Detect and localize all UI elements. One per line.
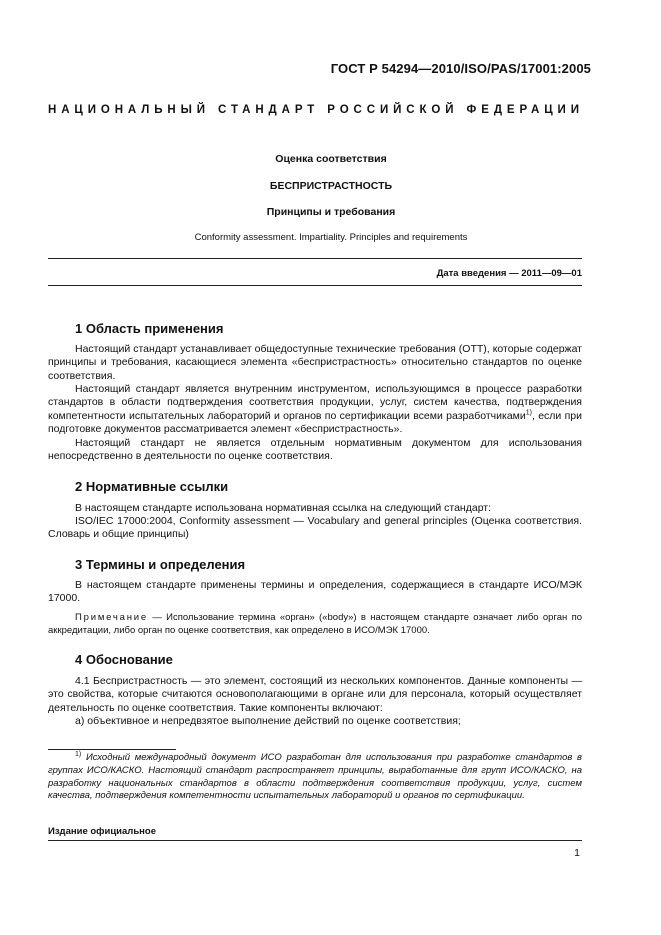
note-text: — Использование термина «орган» («body») в настоящем стандарте означает либо орган по аккредитации, либо орган по оценке соответствия, как определено в ИСО/МЭК 17000. <box>48 612 582 636</box>
section-3-heading: 3 Термины и определения <box>75 557 246 572</box>
section-1-paragraph-1: Настоящий стандарт устанавливает общедоступные технические требования (ОТТ), которые содержат принципы и требования, касающиеся элемента «беспристрастность» относительно стандартов по оценке соответствия. <box>48 343 582 382</box>
section-3-note <box>48 611 582 637</box>
footnote-divider <box>48 749 176 750</box>
title-divider <box>48 258 582 259</box>
title-line-1: Оценка соответствия <box>275 153 387 165</box>
section-2-paragraph-2: ISO/IEC 17000:2004, Conformity assessment — Vocabulary and general principles (Оценка соответствия. Словарь и общие принципы) <box>48 515 582 541</box>
section-1-paragraph-2 <box>48 383 582 437</box>
section-1-heading: 1 Область применения <box>75 321 224 336</box>
section-2-paragraph-1: В настоящем стандарте использована нормативная ссылка на следующий стандарт: <box>75 502 492 514</box>
national-standard-banner: НАЦИОНАЛЬНЫЙ СТАНДАРТ РОССИЙСКОЙ ФЕДЕРАЦИИ <box>48 104 584 116</box>
section-2-heading: 2 Нормативные ссылки <box>75 479 229 494</box>
introduction-date: Дата введения — 2011—09—01 <box>436 268 582 279</box>
date-divider <box>48 285 582 286</box>
title-line-3: Принципы и требования <box>266 206 396 218</box>
section-4-heading: 4 Обоснование <box>75 652 173 667</box>
document-code: ГОСТ Р 54294—2010/ISO/PAS/17001:2005 <box>330 61 591 76</box>
section-4-paragraph-1: 4.1 Беспристрастность — это элемент, состоящий из нескольких компонентов. Данные компоненты — это свойства, которые считаются основополагающими в органе или для персонала, который осуществляет деятельность по оценке соответствия. Такие компоненты включают: <box>48 675 582 714</box>
footnote <box>48 752 582 803</box>
footnote-marker: 1) <box>75 750 82 758</box>
footer-divider <box>48 840 582 841</box>
title-line-2: БЕСПРИСТРАСТНОСТЬ <box>269 180 393 192</box>
section-1-paragraph-2-tail: , если при подготовке документов рассматривается элемент «беспристрастность». <box>48 409 582 436</box>
section-4-paragraph-2: а) объективное и непредвзятое выполнение действий по оценке соответствия; <box>75 715 461 727</box>
footnote-text: Исходный международный документ ИСО разработан для использования при разработке стандартов в группах ИСО/КАСКО. Настоящий стандарт распространяет принципы, выработанные для групп ИСО/КАСКО, на разработку национальных стандартов в области подтверждения соответствия продукции, услуг, систем качества, подтверждения компетентности испытательных лабораторий и органов по сертификации. <box>48 752 582 802</box>
page-number: 1 <box>574 847 580 859</box>
note-label: Примечание <box>75 612 148 623</box>
official-edition-label: Издание официальное <box>48 826 156 837</box>
title-english: Conformity assessment. Impartiality. Principles and requirements <box>194 232 468 243</box>
section-1-paragraph-3: Настоящий стандарт не является отдельным нормативным документом для использования непосредственно в деятельности по оценке соответствия. <box>48 437 582 463</box>
footnote-reference: 1) <box>525 409 532 417</box>
section-3-paragraph-1: В настоящем стандарте применены термины и определения, содержащиеся в стандарте ИСО/МЭК 17000. <box>48 579 582 605</box>
section-1-paragraph-2-text: Настоящий стандарт является внутренним инструментом, использующимся в процессе разработки стандартов в области подтверждения соответствия продукции, услуг, систем качества, подтверждения компетентности испытательных лабораторий и органов по сертификации всеми разработчиками <box>48 383 582 422</box>
